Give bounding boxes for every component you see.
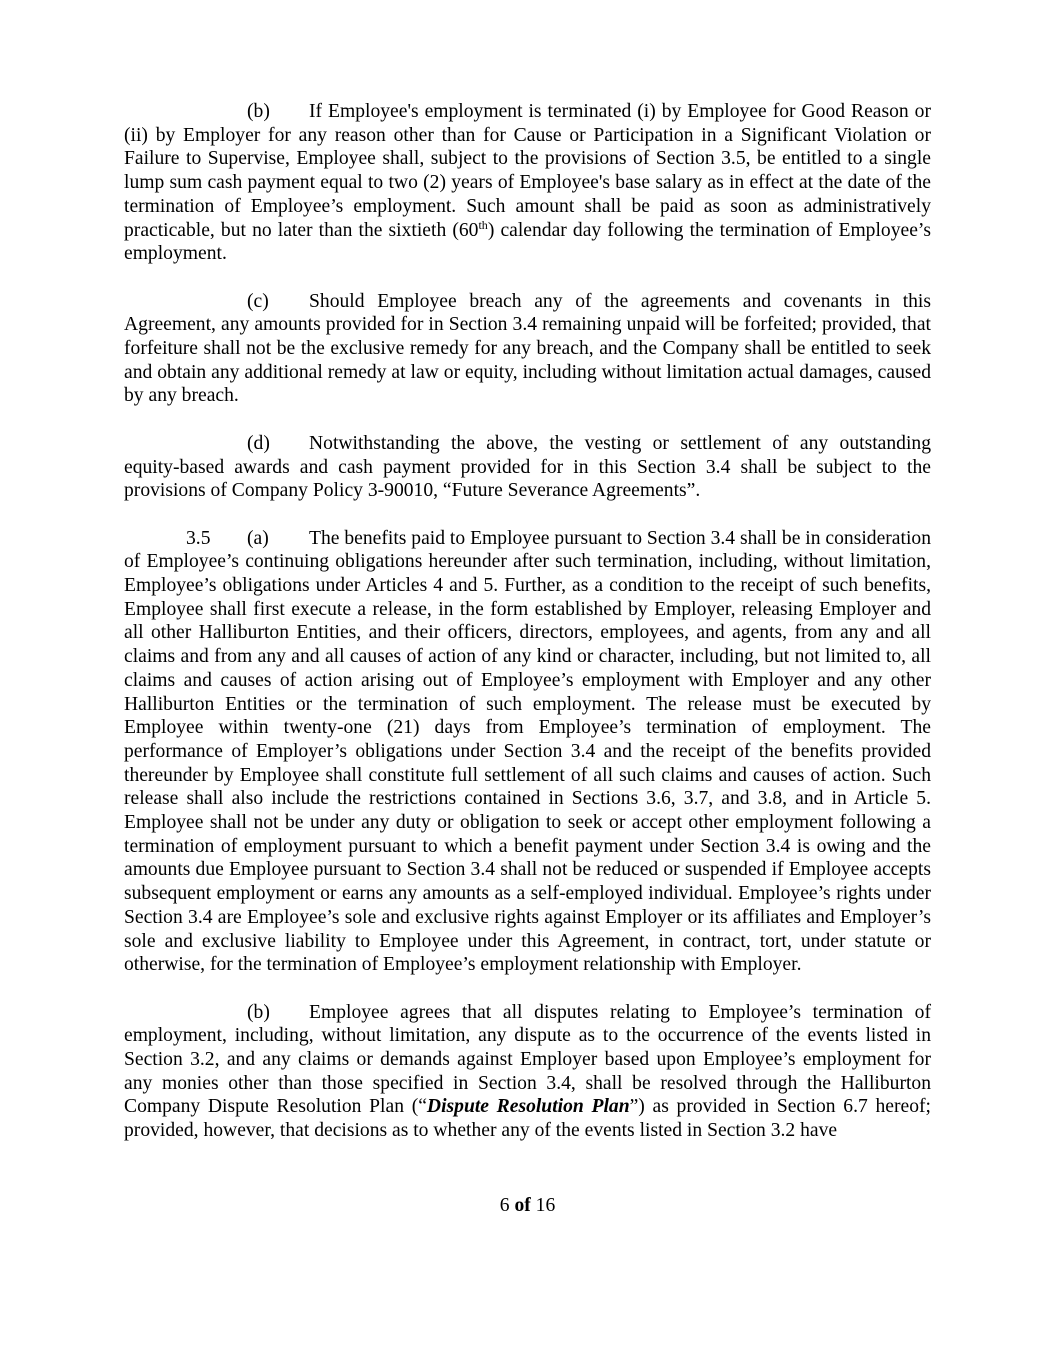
paragraph-3-5-a <box>124 527 931 977</box>
paragraph-text: Notwithstanding the above, the vesting or settlement of any outstanding equity-based awards and cash payment provided for in this Section 3.4 shall be subject to the provisions of Company Policy 3-90010, “Future Severance Agreements”. <box>124 432 931 502</box>
paragraph-text: If Employee's employment is terminated (i) by Employee for Good Reason or (ii) by Employer for any reason other than for Cause or Participation in a Significant Violation or Failure to Supervise, Employee shall, subject to the provisions of Section 3.5, be entitled to a single lump sum cash payment equal to two (2) years of Employee's base salary as in effect at the date of the termination of Employee’s employment. Such amount shall be paid as soon as administratively practicable, but no later than the sixtieth (60 <box>124 101 931 241</box>
paragraph-text: The benefits paid to Employee pursuant to Section 3.4 shall be in consideration of Employee’s continuing obligations hereunder after such termination, including, without limitation, Employee’s obligations under Articles 4 and 5. Further, as a condition to the receipt of such benefits, Employee shall first execute a release, in the form established by Employer, releasing Employer and all other Halliburton Entities, and their officers, directors, employees, and agents, from any and all claims and from any and all causes of action of any kind or character, including, but not limited to, all claims and causes of action arising out of Employee’s employment with Employer and any other Halliburton Entities or the termination of such employment. The release must be executed by Employee within twenty-one (21) days from Employee’s termination of employment. The performance of Employer’s obligations under Section 3.4 and the receipt of the benefits provided thereunder by Employee shall constitute full settlement of all such claims and causes of action. Such release shall also include the restrictions contained in Sections 3.6, 3.7, and 3.8, and in Article 5. Employee shall not be under any duty or obligation to seek or accept other employment following a termination of employment pursuant to which a benefit payment under Section 3.4 is owing and the amounts due Employee pursuant to Section 3.4 shall not be reduced or suspended if Employee accepts subsequent employment or earns any amounts as a self-employed individual. Employee’s rights under Section 3.4 are Employee’s sole and exclusive rights against Employer or its affiliates and Employer’s sole and exclusive liability to Employee under this Agreement, in contract, tort, under statute or otherwise, for the termination of Employee’s employment relationship with Employer. <box>124 527 931 976</box>
defined-term: Dispute Resolution Plan <box>426 1096 630 1118</box>
page-of-label: of <box>514 1195 531 1216</box>
document-body <box>124 100 931 1167</box>
paragraph-label: (d) <box>247 432 270 454</box>
section-number: 3.5 <box>186 527 211 549</box>
paragraph-text-continued: ”) as provided in Section 6.7 hereof; provided, however, that decisions as to whether any of the events listed in Section 3.2 have <box>124 1096 931 1142</box>
page-number: 6 <box>499 1195 510 1216</box>
total-pages: 16 <box>535 1195 556 1216</box>
paragraph-label: (c) <box>247 290 269 312</box>
paragraph-3-5-b <box>124 1001 931 1143</box>
paragraph-text: Employee agrees that all disputes relating to Employee’s termination of employment, including, without limitation, any dispute as to the occurrence of the events listed in Section 3.2, and any claims or demands against Employer based upon Employee’s employment for any monies other than those specified in Section 3.4, shall be resolved through the Halliburton Company Dispute Resolution Plan (“ <box>124 1001 931 1118</box>
page-footer <box>0 1194 1055 1218</box>
paragraph-label: (b) <box>247 1001 270 1023</box>
ordinal-superscript: th <box>478 217 488 232</box>
paragraph-3-4-d <box>124 432 931 503</box>
paragraph-text-continued: ) calendar day following the termination of Employee’s employment. <box>124 219 931 265</box>
paragraph-text: Should Employee breach any of the agreements and covenants in this Agreement, any amounts provided for in Section 3.4 remaining unpaid will be forfeited; provided, that forfeiture shall not be the exclusive remedy for any breach, and the Company shall be entitled to seek and obtain any additional remedy at law or equity, including without limitation actual damages, caused by any breach. <box>124 290 931 407</box>
paragraph-label: (a) <box>247 527 269 549</box>
paragraph-3-4-b <box>124 100 931 266</box>
paragraph-label: (b) <box>247 101 270 122</box>
paragraph-3-4-c <box>124 290 931 409</box>
